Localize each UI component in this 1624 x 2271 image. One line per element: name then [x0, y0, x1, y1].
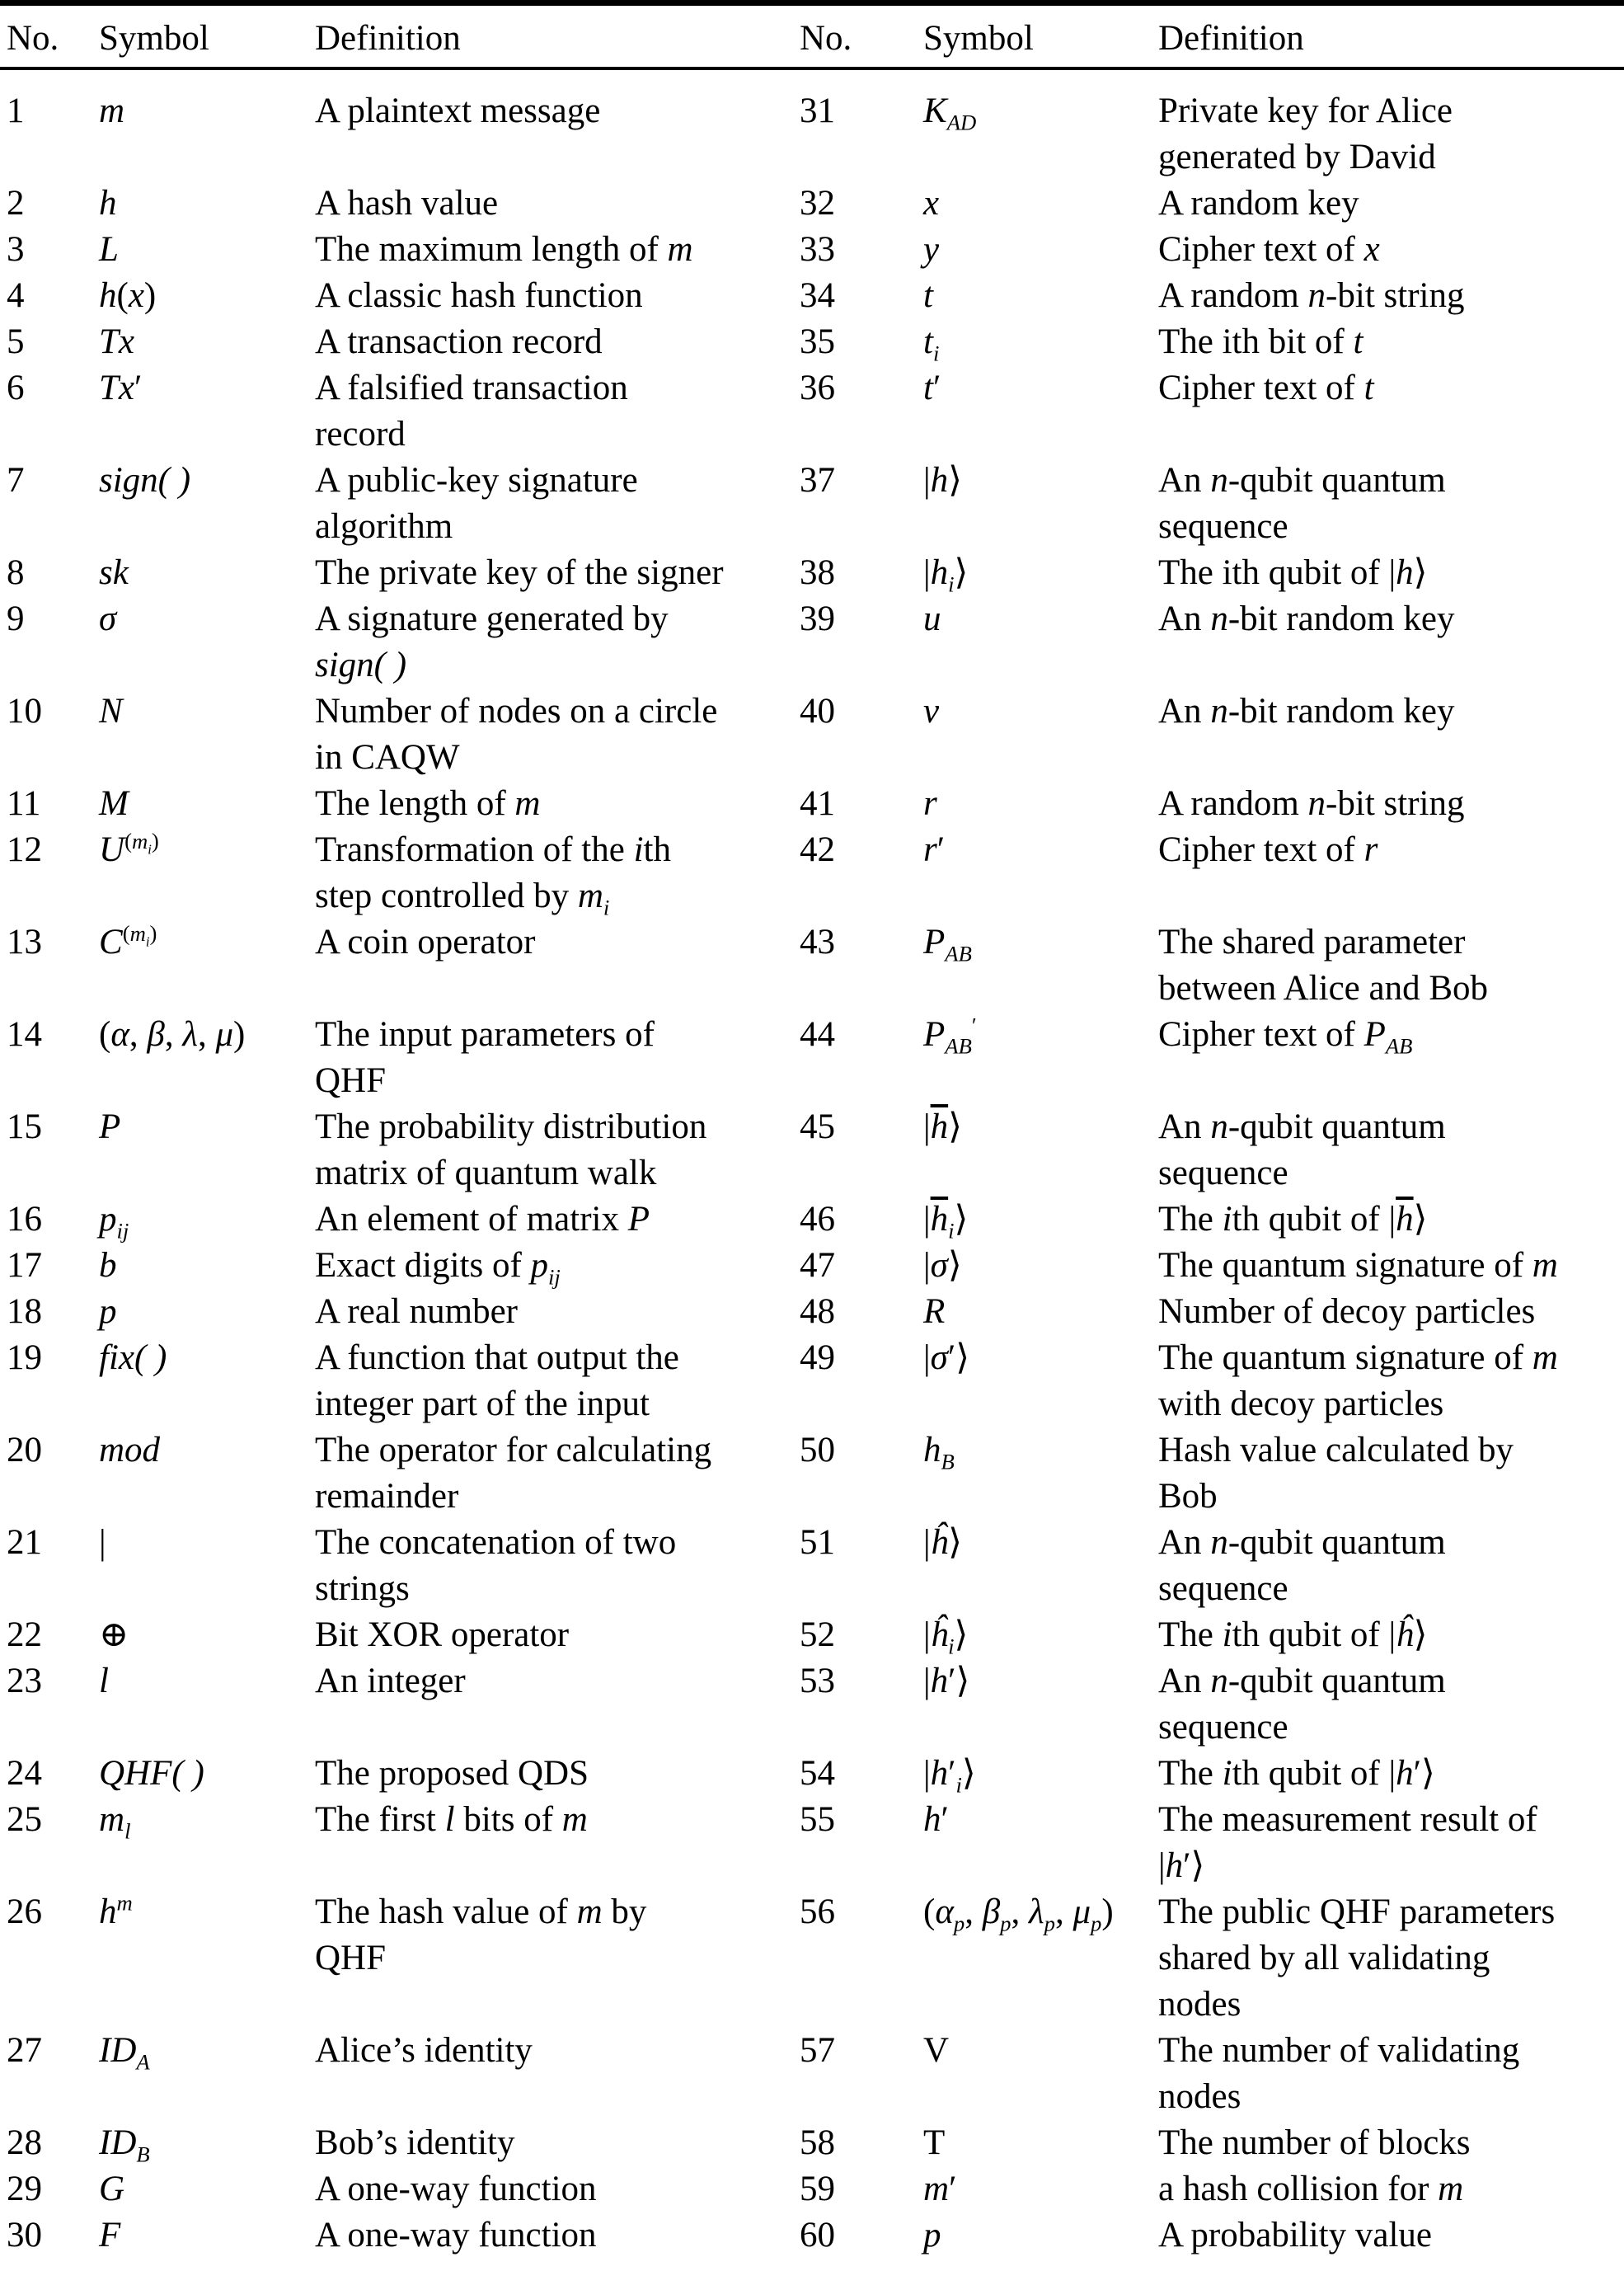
symbol-cell: x	[923, 184, 940, 223]
definition-cell: A plaintext message	[315, 92, 601, 130]
row-number: 37	[800, 461, 835, 500]
row-number: 59	[800, 2170, 835, 2208]
row-number: 1	[7, 92, 25, 130]
symbol-cell: T	[923, 2123, 946, 2162]
row-number: 6	[7, 369, 25, 407]
row-number: 2	[7, 184, 25, 223]
definition-cell: A random n-bit string	[1158, 276, 1465, 315]
definition-cell: The shared parameter between Alice and Bob	[1158, 923, 1489, 1008]
symbol-cell: r′	[923, 830, 946, 869]
symbol-cell: $|h_i⟩$	[923, 553, 969, 597]
row-number: 50	[800, 1431, 835, 1469]
symbol-cell: (α, β, λ, μ)	[99, 1015, 246, 1054]
symbol-cell: $P_{AB}'$	[923, 1013, 977, 1059]
definition-cell: A signature generated by sign( )	[315, 599, 669, 684]
definition-cell: Number of decoy particles	[1158, 1292, 1536, 1331]
definition-cell: The number of blocks	[1158, 2123, 1471, 2162]
row-number: 46	[800, 1200, 835, 1239]
symbol-cell: $h^m$	[99, 1890, 133, 1931]
definition-cell: Cipher text of t	[1158, 369, 1374, 407]
symbol-cell: m′	[923, 2170, 957, 2208]
definition-cell: Hash value calculated by Bob	[1158, 1431, 1514, 1516]
row-number: 36	[800, 369, 835, 407]
symbol-cell: N	[99, 692, 123, 731]
definition-cell: Transformation of the ith step controlled by $m_i$	[315, 830, 671, 920]
row-number: 7	[7, 461, 25, 500]
row-number: 43	[800, 923, 835, 962]
col-header-symbol-left: Symbol	[99, 19, 209, 58]
symbol-cell: fix( )	[99, 1338, 167, 1377]
row-number: 27	[7, 2031, 42, 2070]
symbol-cell: h′	[923, 1800, 949, 1839]
row-number: 26	[7, 1892, 42, 1931]
symbol-cell: |σ⟩	[923, 1246, 962, 1285]
definition-cell: An n-qubit quantum sequence	[1158, 1107, 1446, 1192]
row-number: 41	[800, 784, 835, 823]
definition-cell: The ith qubit of |h⟩	[1158, 553, 1428, 592]
row-number: 15	[7, 1107, 42, 1146]
symbol-cell: $|\overline{h}_i⟩$	[923, 1200, 969, 1244]
definition-cell: The ith qubit of |ĥ⟩	[1158, 1615, 1428, 1654]
symbol-cell: Tx′	[99, 369, 143, 407]
definition-cell: Bit XOR operator	[315, 1615, 570, 1654]
symbol-cell: sk	[99, 553, 129, 592]
symbol-cell: P	[99, 1107, 121, 1146]
row-number: 18	[7, 1292, 42, 1331]
row-number: 20	[7, 1431, 42, 1469]
symbol-cell: |h′⟩	[923, 1662, 970, 1700]
definition-cell: An n-qubit quantum sequence	[1158, 461, 1446, 546]
symbol-cell: t′	[923, 369, 941, 407]
row-number: 30	[7, 2216, 42, 2255]
row-number: 48	[800, 1292, 835, 1331]
row-number: 28	[7, 2123, 42, 2162]
symbol-cell: m	[99, 92, 125, 130]
definition-cell: Cipher text of x	[1158, 230, 1380, 269]
row-number: 10	[7, 692, 42, 731]
definition-cell: A public-key signature algorithm	[315, 461, 638, 546]
row-number: 4	[7, 276, 25, 315]
symbol-cell: ⊕	[99, 1615, 129, 1654]
symbol-cell: |ĥ⟩	[923, 1523, 962, 1562]
symbol-cell: $t_i$	[923, 322, 940, 366]
symbol-cell: u	[923, 599, 941, 638]
row-number: 60	[800, 2216, 835, 2255]
row-number: 31	[800, 92, 835, 130]
definition-cell: A hash value	[315, 184, 499, 223]
symbol-cell: y	[923, 230, 940, 269]
definition-cell: The length of m	[315, 784, 541, 823]
symbol-cell: $m_l$	[99, 1800, 131, 1844]
row-number: 51	[800, 1523, 835, 1562]
symbol-cell: h	[99, 184, 117, 223]
row-number: 14	[7, 1015, 42, 1054]
row-number: 44	[800, 1015, 835, 1054]
row-number: 47	[800, 1246, 835, 1285]
symbol-cell: Tx	[99, 322, 134, 361]
definition-cell: Exact digits of $p_{ij}$	[315, 1246, 561, 1290]
col-header-definition-left: Definition	[315, 19, 461, 58]
definition-cell: The concatenation of two strings	[315, 1523, 677, 1608]
col-header-symbol-right: Symbol	[923, 19, 1034, 58]
symbol-cell: l	[99, 1662, 109, 1700]
table-header	[0, 6, 1624, 70]
symbol-cell: M	[99, 784, 129, 823]
top-rule	[0, 0, 1624, 6]
definition-cell: A real number	[315, 1292, 518, 1331]
row-number: 22	[7, 1615, 42, 1654]
symbol-cell: G	[99, 2170, 125, 2208]
row-number: 34	[800, 276, 835, 315]
row-number: 33	[800, 230, 835, 269]
row-number: 3	[7, 230, 25, 269]
row-number: 57	[800, 2031, 835, 2070]
definition-cell: Cipher text of $P_{AB}$	[1158, 1015, 1413, 1059]
definition-cell: Private key for Alice generated by David	[1158, 92, 1453, 176]
col-header-no-left: No.	[7, 19, 59, 58]
row-number: 54	[800, 1754, 835, 1793]
definition-cell: A random n-bit string	[1158, 784, 1465, 823]
row-number: 5	[7, 322, 25, 361]
symbol-cell: v	[923, 692, 940, 731]
definition-cell: Cipher text of r	[1158, 830, 1378, 869]
definition-cell: An element of matrix P	[315, 1200, 650, 1239]
row-number: 58	[800, 2123, 835, 2162]
definition-cell: The ith qubit of |h′⟩	[1158, 1754, 1435, 1793]
symbol-cell: |	[99, 1523, 106, 1562]
row-number: 39	[800, 599, 835, 638]
symbol-cell: V	[923, 2031, 950, 2070]
symbol-cell: $p_{ij}$	[99, 1200, 129, 1244]
symbol-cell: h(x)	[99, 276, 157, 315]
definition-cell: An integer	[315, 1662, 466, 1700]
definition-cell: a hash collision for m	[1158, 2170, 1464, 2208]
row-number: 53	[800, 1662, 835, 1700]
definition-cell: The private key of the signer	[315, 553, 724, 592]
row-number: 29	[7, 2170, 42, 2208]
symbol-cell: sign( )	[99, 461, 191, 500]
row-number: 23	[7, 1662, 42, 1700]
definition-cell: A transaction record	[315, 322, 603, 361]
definition-cell: The operator for calculating remainder	[315, 1431, 712, 1516]
symbol-cell: $h_B$	[923, 1431, 955, 1474]
definition-cell: The quantum signature of m with decoy particles	[1158, 1338, 1558, 1423]
table-body	[0, 70, 1624, 2259]
symbol-cell: $ID_B$	[99, 2123, 150, 2167]
symbol-cell: r	[923, 784, 937, 823]
row-number: 25	[7, 1800, 42, 1839]
row-number: 12	[7, 830, 42, 869]
symbol-cell: |σ′⟩	[923, 1338, 970, 1377]
symbol-cell: p	[99, 1292, 117, 1331]
definition-cell: The measurement result of |h′⟩	[1158, 1800, 1537, 1885]
row-number: 52	[800, 1615, 835, 1654]
row-number: 8	[7, 553, 25, 592]
symbol-cell: $U^{(m_i)}$	[99, 828, 159, 869]
definition-cell: The first l bits of m	[315, 1800, 588, 1839]
definition-cell: A falsified transaction record	[315, 369, 628, 454]
symbol-cell: R	[923, 1292, 946, 1331]
row-number: 16	[7, 1200, 42, 1239]
definition-cell: A one-way function	[315, 2216, 597, 2255]
symbol-cell: QHF( )	[99, 1754, 204, 1793]
row-number: 17	[7, 1246, 42, 1285]
definition-cell: A random key	[1158, 184, 1359, 223]
definition-cell: The input parameters of QHF	[315, 1015, 655, 1100]
col-header-definition-right: Definition	[1158, 19, 1304, 58]
definition-cell: The public QHF parameters shared by all validating nodes	[1158, 1892, 1556, 2024]
definition-cell: The quantum signature of m	[1158, 1246, 1558, 1285]
row-number: 45	[800, 1107, 835, 1146]
definition-cell: The proposed QDS	[315, 1754, 589, 1793]
definition-cell: A coin operator	[315, 923, 536, 962]
col-header-no-right: No.	[800, 19, 852, 58]
definition-cell: The probability distribution matrix of quantum walk	[315, 1107, 707, 1192]
definition-cell: An n-bit random key	[1158, 599, 1455, 638]
symbol-cell: $P_{AB}$	[923, 923, 972, 966]
row-number: 19	[7, 1338, 42, 1377]
definition-cell: An n-qubit quantum sequence	[1158, 1523, 1446, 1608]
symbol-cell: $K_{AD}$	[923, 92, 977, 135]
definition-cell: The ith bit of t	[1158, 322, 1364, 361]
symbol-cell: σ	[99, 599, 117, 638]
definition-cell: Number of nodes on a circle in CAQW	[315, 692, 718, 777]
symbol-cell: |h⟩	[923, 461, 962, 500]
row-number: 13	[7, 923, 42, 962]
definition-cell: Alice’s identity	[315, 2031, 533, 2070]
symbol-cell: $|ĥ_i⟩$	[923, 1615, 969, 1659]
definition-cell: The number of validating nodes	[1158, 2031, 1520, 2116]
symbol-cell: mod	[99, 1431, 161, 1469]
definition-cell: A probability value	[1158, 2216, 1432, 2255]
symbol-cell: $|h'_i⟩$	[923, 1754, 976, 1798]
symbol-cell: $|\overline{h}⟩$	[923, 1107, 962, 1146]
definition-cell: An n-bit random key	[1158, 692, 1455, 731]
definition-cell: The maximum length of m	[315, 230, 693, 269]
definition-cell: The hash value of m by QHF	[315, 1892, 647, 1977]
definition-cell: A classic hash function	[315, 276, 643, 315]
definition-cell: A one-way function	[315, 2170, 597, 2208]
row-number: 35	[800, 322, 835, 361]
symbol-cell: p	[923, 2216, 941, 2255]
row-number: 11	[7, 784, 41, 823]
row-number: 40	[800, 692, 835, 731]
row-number: 56	[800, 1892, 835, 1931]
symbol-cell: L	[99, 230, 119, 269]
symbol-cell: b	[99, 1246, 117, 1285]
symbol-cell: ($\alpha_p$, $\beta_p$, $\lambda_p$, $\mu_p$)	[923, 1892, 1114, 1936]
definition-cell: An n-qubit quantum sequence	[1158, 1662, 1446, 1747]
symbol-cell: t	[923, 276, 933, 315]
row-number: 21	[7, 1523, 42, 1562]
row-number: 38	[800, 553, 835, 592]
symbol-cell: F	[99, 2216, 121, 2255]
definition-cell: The ith qubit of $|\overline{h}⟩$	[1158, 1200, 1428, 1239]
row-number: 24	[7, 1754, 42, 1793]
row-number: 55	[800, 1800, 835, 1839]
row-number: 32	[800, 184, 835, 223]
row-number: 42	[800, 830, 835, 869]
definition-cell: Bob’s identity	[315, 2123, 515, 2162]
row-number: 9	[7, 599, 25, 638]
row-number: 49	[800, 1338, 835, 1377]
definition-cell: A function that output the integer part of the input	[315, 1338, 679, 1423]
symbol-cell: $ID_A$	[99, 2031, 150, 2075]
symbol-cell: $C^{(m_i)}$	[99, 920, 157, 962]
